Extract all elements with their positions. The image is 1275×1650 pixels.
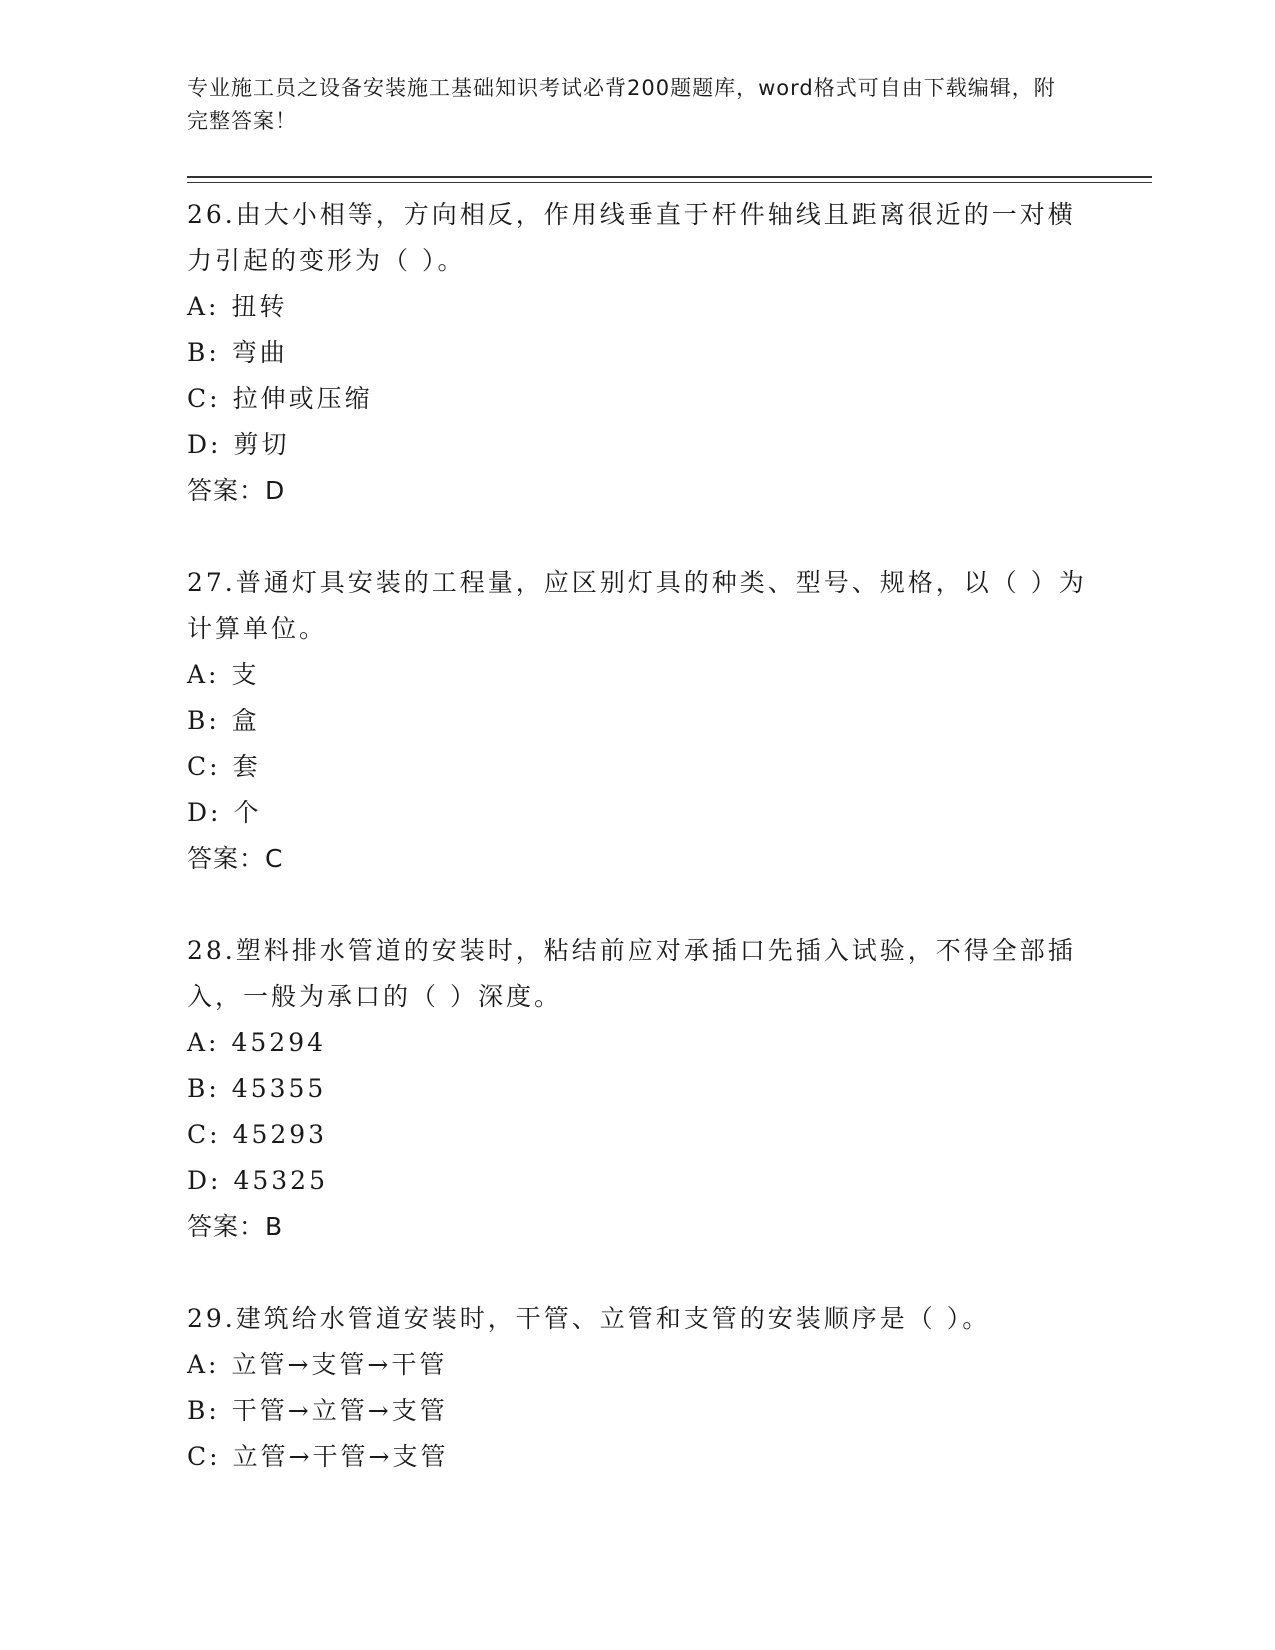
header-divider-thin — [187, 182, 1152, 183]
option-text: 立管→干管→支管 — [232, 1442, 449, 1471]
option-letter: D: — [187, 798, 222, 827]
option-a — [187, 1342, 1087, 1388]
option-c — [187, 376, 1087, 422]
option-d — [187, 422, 1087, 468]
option-letter: D: — [187, 430, 222, 459]
option-letter: B: — [187, 1074, 220, 1103]
option-text: 支 — [231, 660, 260, 689]
option-text: 45325 — [233, 1166, 328, 1195]
option-letter: B: — [187, 338, 220, 367]
question-stem: 27.普通灯具安装的工程量，应区别灯具的种类、型号、规格，以（ ）为计算单位。 — [187, 568, 1087, 643]
question-27 — [187, 560, 1087, 882]
question-26 — [187, 192, 1087, 514]
option-text: 套 — [232, 752, 261, 781]
option-letter: C: — [187, 752, 221, 781]
option-letter: D: — [187, 1166, 222, 1195]
option-text: 45293 — [232, 1120, 328, 1149]
option-a — [187, 1020, 1087, 1066]
option-text: 立管→支管→干管 — [231, 1350, 448, 1379]
answer-line: 答案：C — [187, 844, 284, 873]
option-d — [187, 1158, 1087, 1204]
option-b — [187, 1388, 1087, 1434]
option-letter: A: — [187, 660, 220, 689]
option-text: 45355 — [231, 1074, 327, 1103]
option-letter: A: — [187, 1028, 220, 1057]
option-letter: C: — [187, 384, 221, 413]
question-stem: 26.由大小相等，方向相反，作用线垂直于杆件轴线且距离很近的一对横力引起的变形为（ ）。 — [187, 200, 1076, 275]
option-text: 盒 — [231, 706, 260, 735]
question-29 — [187, 1296, 1087, 1480]
option-letter: A: — [187, 1350, 220, 1379]
answer-line: 答案：B — [187, 1212, 284, 1241]
answer-line: 答案：D — [187, 476, 286, 505]
header-divider-thick — [187, 176, 1152, 178]
option-c — [187, 1434, 1087, 1480]
option-text: 剪切 — [233, 430, 290, 459]
question-list — [187, 192, 1087, 1526]
option-text: 45294 — [231, 1028, 327, 1057]
option-letter: B: — [187, 1396, 220, 1425]
option-text: 拉伸或压缩 — [232, 384, 373, 413]
option-letter: C: — [187, 1442, 221, 1471]
option-a — [187, 284, 1087, 330]
option-letter: B: — [187, 706, 220, 735]
option-text: 弯曲 — [231, 338, 288, 367]
option-text: 干管→立管→支管 — [231, 1396, 448, 1425]
option-letter: A: — [187, 292, 220, 321]
option-letter: C: — [187, 1120, 221, 1149]
option-text: 个 — [233, 798, 262, 827]
question-28 — [187, 928, 1087, 1250]
option-b — [187, 330, 1087, 376]
question-stem: 29.建筑给水管道安装时，干管、立管和支管的安装顺序是（ ）。 — [187, 1304, 991, 1333]
option-a — [187, 652, 1087, 698]
option-d — [187, 790, 1087, 836]
option-text: 扭转 — [231, 292, 288, 321]
option-b — [187, 698, 1087, 744]
document-title: 专业施工员之设备安装施工基础知识考试必背200题题库，word格式可自由下载编辑，附完整答案！ — [187, 76, 1056, 133]
option-c — [187, 1112, 1087, 1158]
question-stem: 28.塑料排水管道的安装时，粘结前应对承插口先插入试验，不得全部插入，一般为承口的（ ）深度。 — [187, 936, 1076, 1011]
option-c — [187, 744, 1087, 790]
option-b — [187, 1066, 1087, 1112]
